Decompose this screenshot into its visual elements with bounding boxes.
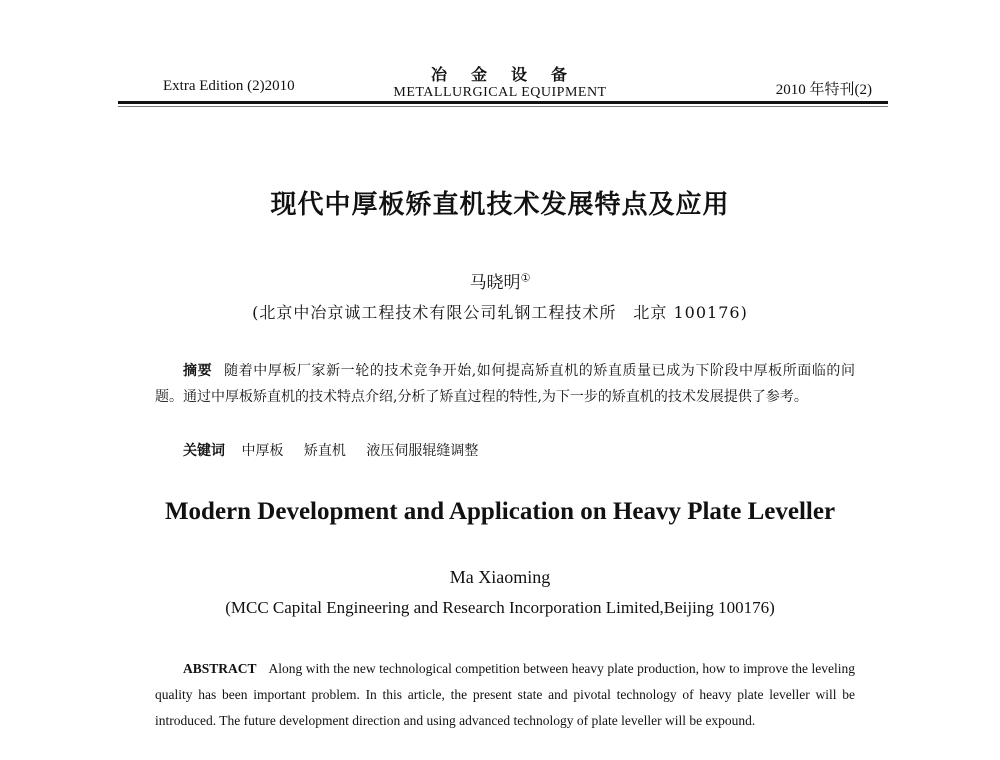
- author-en: Ma Xiaoming: [449, 567, 551, 587]
- abstract-cn-label: 摘要: [183, 363, 213, 379]
- header-rule-thin: [118, 106, 888, 107]
- journal-name-en: METALLURGICAL EQUIPMENT: [393, 85, 607, 100]
- author-footnote-mark: ①: [520, 271, 531, 285]
- keywords-cn-label: 关键词: [183, 443, 225, 459]
- paper-title-en: Modern Development and Application on Heavy Plate Leveller: [164, 498, 836, 525]
- abstract-cn: [155, 358, 855, 410]
- header-issue: 2010 年特刊(2): [775, 82, 872, 98]
- keyword-item: 矫直机: [303, 443, 346, 459]
- keyword-item: 中厚板: [241, 443, 284, 459]
- header-edition: Extra Edition (2)2010: [163, 78, 295, 94]
- affiliation-cn: (北京中冶京诚工程技术有限公司轧钢工程技术所 北京 100176): [252, 303, 748, 322]
- abstract-en: [155, 656, 855, 734]
- affiliation-en: (MCC Capital Engineering and Research Incorporation Limited,Beijing 100176): [225, 598, 775, 617]
- keywords-cn: [183, 440, 494, 460]
- author-name-cn: 马晓明: [469, 273, 521, 293]
- journal-name-cn: 冶 金 设 备: [430, 67, 577, 84]
- header-rule: [118, 101, 888, 104]
- abstract-en-text: Along with the new technological competition between heavy plate production, how to improve the leveling quality has been important problem. In this article, the present state and pivotal technology of heavy plate leveller will be introduced. The future development direction and using advanced technology of plate leveller will be expound.: [155, 661, 855, 728]
- abstract-cn-text: 随着中厚板厂家新一轮的技术竞争开始,如何提高矫直机的矫直质量已成为下阶段中厚板所面临的问题。通过中厚板矫直机的技术特点介绍,分析了矫直过程的特性,为下一步的矫直机的技术发展提供了参考。: [155, 363, 855, 405]
- keyword-item: 液压伺服辊缝调整: [366, 443, 479, 459]
- author-cn: [0, 268, 1000, 293]
- abstract-en-label: ABSTRACT: [183, 661, 257, 676]
- paper-title-cn: 现代中厚板矫直机技术发展特点及应用: [270, 190, 730, 220]
